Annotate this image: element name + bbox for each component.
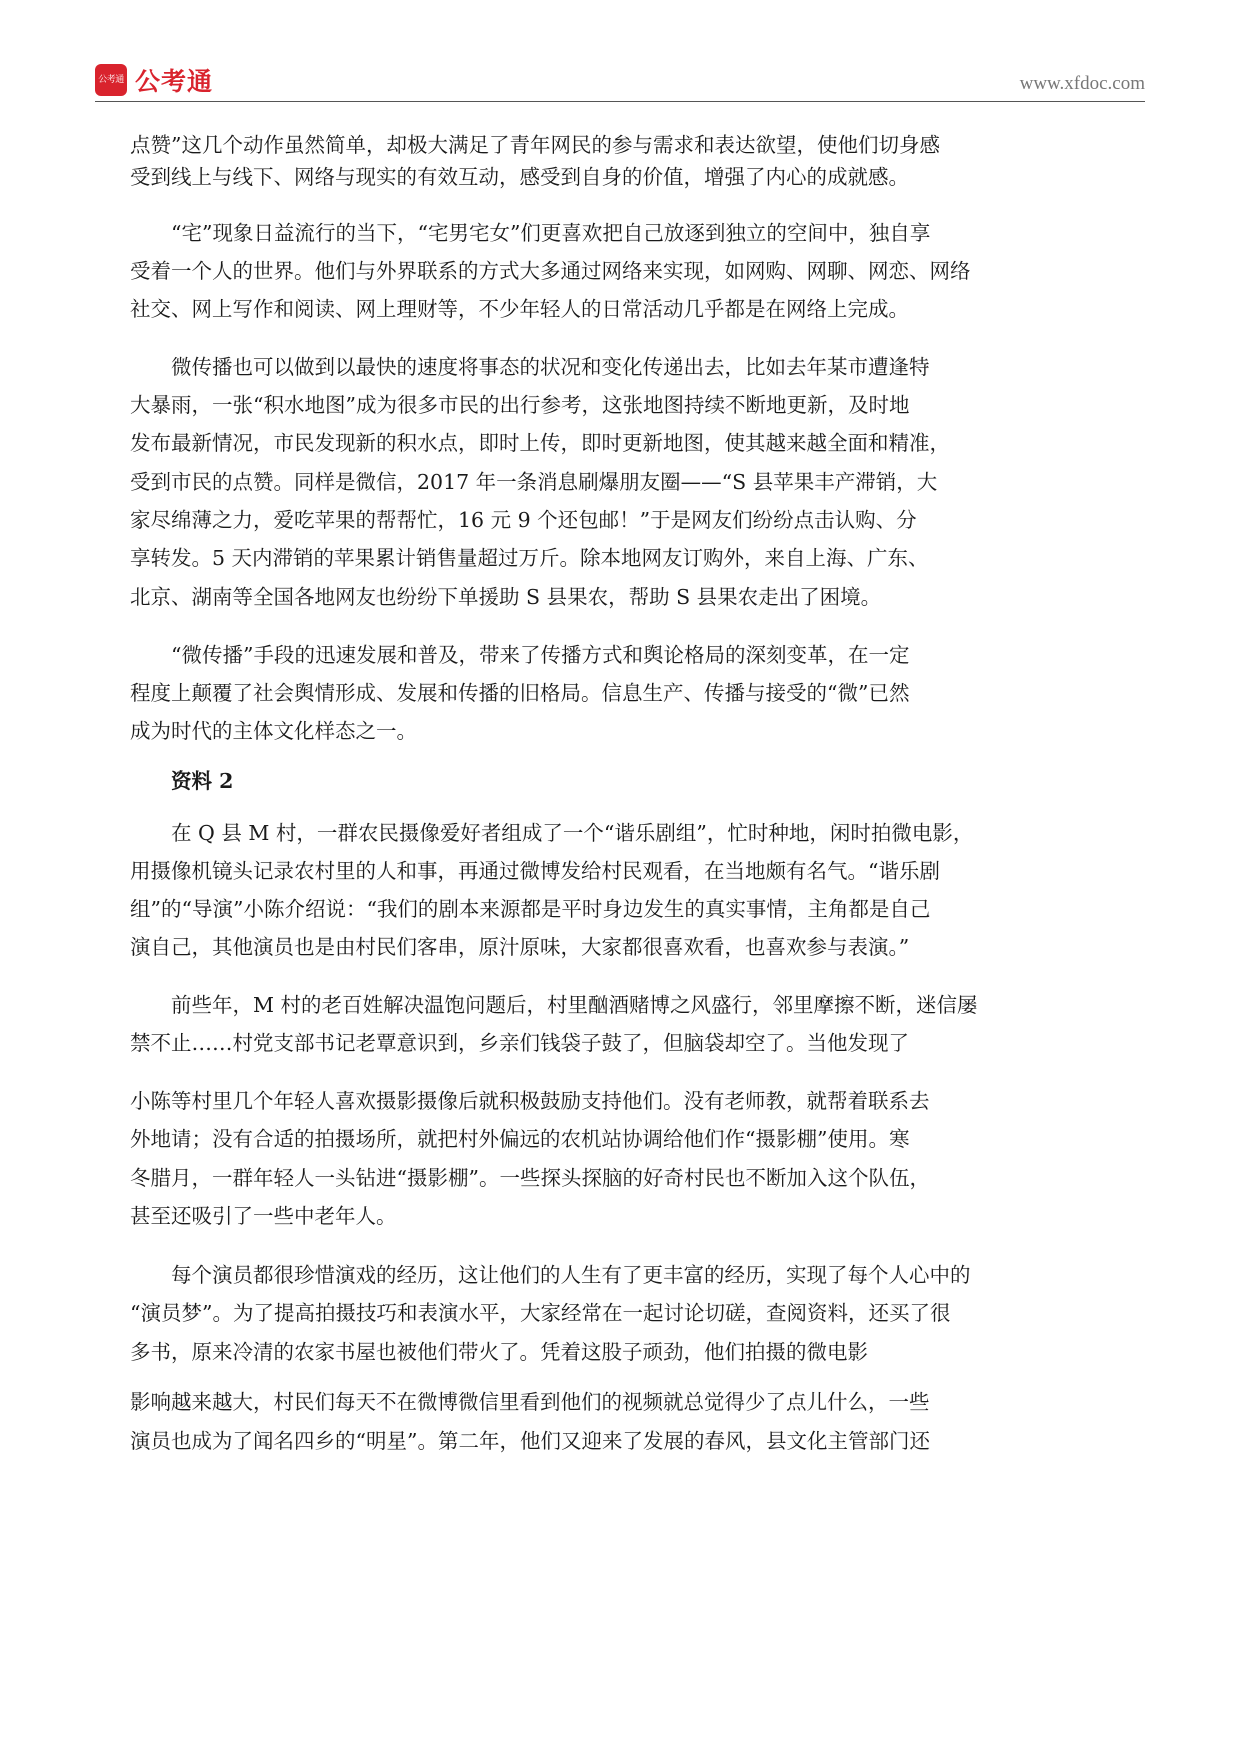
logo[interactable]	[95, 63, 213, 97]
text-line: 享转发。5 天内滞销的苹果累计销售量超过万斤。除本地网友订购外，来自上海、广东、	[130, 546, 929, 570]
text-line: 受到线上与线下、网络与现实的有效互动，感受到自身的价值，增强了内心的成就感。	[130, 165, 909, 189]
text-line: 大暴雨，一张“积水地图”成为很多市民的出行参考，这张地图持续不断地更新，及时地	[130, 393, 910, 417]
site-url[interactable]: www.xfdoc.com	[1019, 73, 1145, 94]
text-line: “演员梦”。为了提高拍摄技巧和表演水平，大家经常在一起讨论切磋，查阅资料，还买了很	[130, 1301, 951, 1325]
section-heading: 资料 2	[130, 769, 234, 793]
text-line: 成为时代的主体文化样态之一。	[130, 719, 417, 743]
text-line: 冬腊月，一群年轻人一头钻进“摄影棚”。一些探头探脑的好奇村民也不断加入这个队伍，	[130, 1166, 930, 1190]
text-line: 受着一个人的世界。他们与外界联系的方式大多通过网络来实现，如网购、网聊、网恋、网络	[130, 259, 971, 283]
logo-text: 公考通	[135, 67, 214, 96]
text-line: 外地请；没有合适的拍摄场所，就把村外偏远的农机站协调给他们作“摄影棚”使用。寒	[130, 1127, 910, 1151]
page-header	[95, 55, 1145, 102]
text-line: “宅”现象日益流行的当下，“宅男宅女”们更喜欢把自己放逐到独立的空间中，独自享	[130, 221, 931, 245]
text-line: 发布最新情况，市民发现新的积水点，即时上传，即时更新地图，使其越来越全面和精准，	[130, 431, 950, 455]
text-line: 小陈等村里几个年轻人喜欢摄影摄像后就积极鼓励支持他们。没有老师教，就帮着联系去	[130, 1089, 930, 1113]
text-line: 用摄像机镜头记录农村里的人和事，再通过微博发给村民观看，在当地颇有名气。“谐乐剧	[130, 859, 940, 883]
text-line: 前些年，M 村的老百姓解决温饱问题后，村里酗酒赌博之风盛行，邻里摩擦不断，迷信屡	[130, 993, 978, 1017]
text-line: 组”的“导演”小陈介绍说：“我们的剧本来源都是平时身边发生的真实事情，主角都是自己	[130, 897, 931, 921]
text-line: 在 Q 县 M 村，一群农民摄像爱好者组成了一个“谐乐剧组”，忙时种地，闲时拍微电影，	[130, 821, 974, 845]
text-line: 社交、网上写作和阅读、网上理财等，不少年轻人的日常活动几乎都是在网络上完成。	[130, 297, 909, 321]
text-line: 甚至还吸引了一些中老年人。	[130, 1204, 397, 1228]
text-line: 北京、湖南等全国各地网友也纷纷下单援助 S 县果农，帮助 S 县果农走出了困境。	[130, 585, 882, 609]
text-line: 演员也成为了闻名四乡的“明星”。第二年，他们又迎来了发展的春风，县文化主管部门还	[130, 1429, 930, 1453]
text-line: 受到市民的点赞。同样是微信，2017 年一条消息刷爆朋友圈——“S 县苹果丰产滞销，大	[130, 470, 938, 494]
text-line: 点赞”这几个动作虽然简单，却极大满足了青年网民的参与需求和表达欲望，使他们切身感	[130, 133, 940, 157]
logo-icon: 公考通	[95, 64, 127, 96]
text-line: 禁不止……村党支部书记老覃意识到，乡亲们钱袋子鼓了，但脑袋却空了。当他发现了	[130, 1031, 909, 1055]
text-line: 演自己，其他演员也是由村民们客串，原汁原味，大家都很喜欢看，也喜欢参与表演。”	[130, 935, 910, 959]
text-line: 多书，原来冷清的农家书屋也被他们带火了。凭着这股子顽劲，他们拍摄的微电影	[130, 1340, 868, 1364]
text-line: 微传播也可以做到以最快的速度将事态的状况和变化传递出去，比如去年某市遭逢特	[130, 355, 930, 379]
text-line: 影响越来越大，村民们每天不在微博微信里看到他们的视频就总觉得少了点儿什么，一些	[130, 1390, 930, 1414]
text-line: 程度上颠覆了社会舆情形成、发展和传播的旧格局。信息生产、传播与接受的“微”已然	[130, 681, 910, 705]
text-line: “微传播”手段的迅速发展和普及，带来了传播方式和舆论格局的深刻变革，在一定	[130, 643, 910, 667]
text-line: 每个演员都很珍惜演戏的经历，这让他们的人生有了更丰富的经历，实现了每个人心中的	[130, 1263, 971, 1287]
text-line: 家尽绵薄之力，爱吃苹果的帮帮忙，16 元 9 个还包邮！”于是网友们纷纷点击认购、分	[130, 508, 917, 532]
